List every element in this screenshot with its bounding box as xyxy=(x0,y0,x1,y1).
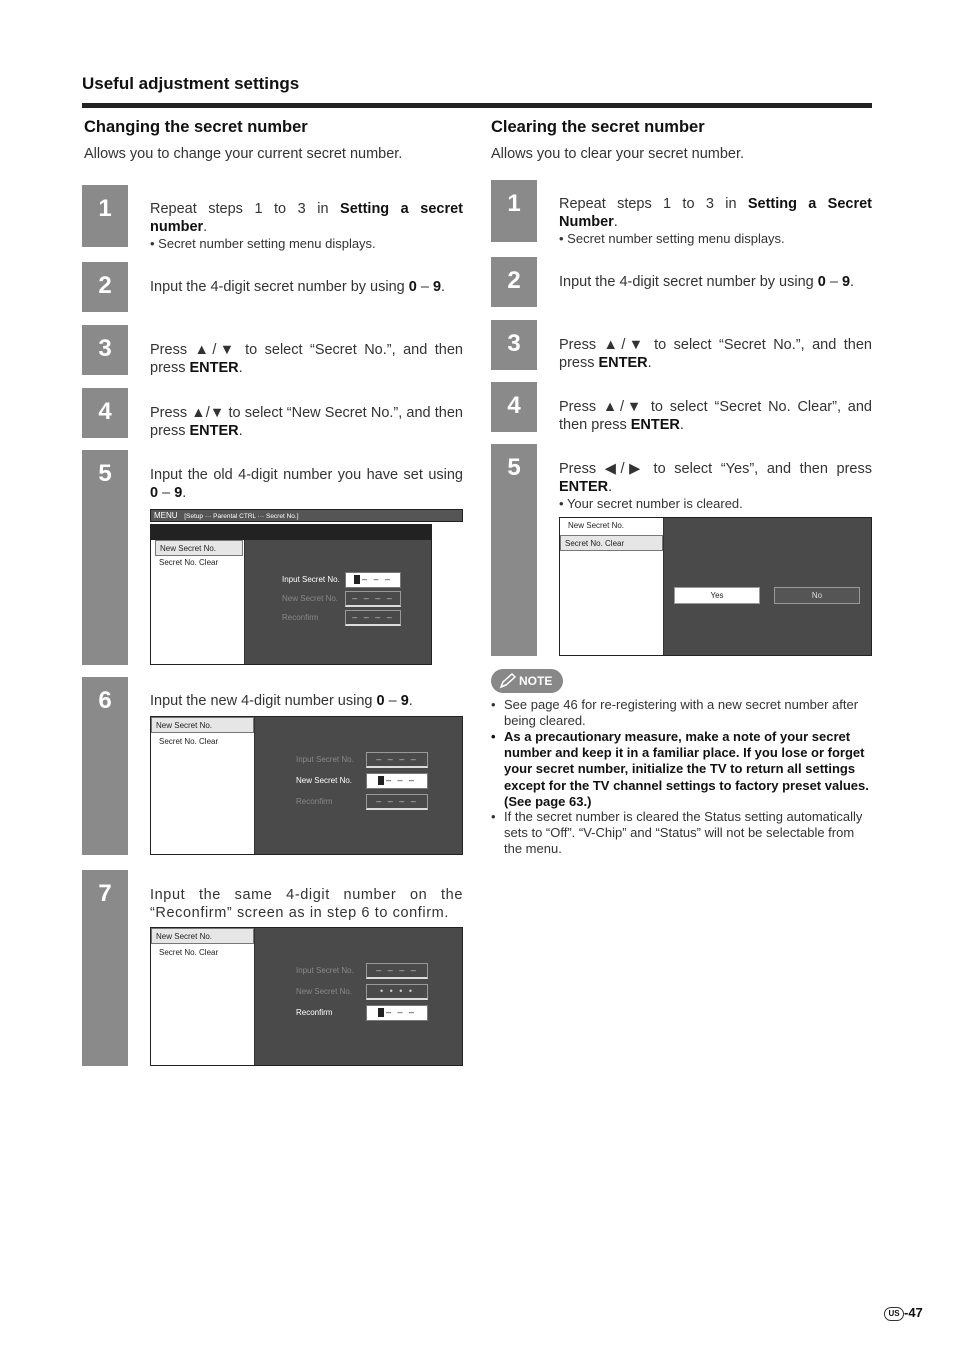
step-number: 4 xyxy=(507,392,521,419)
step-number: 5 xyxy=(507,454,521,481)
no-button[interactable]: No xyxy=(774,587,860,604)
right-column-title: Clearing the secret number xyxy=(491,118,705,136)
reconfirm-field[interactable]: – – – – xyxy=(345,610,401,626)
step-text: Press ▲/▼ to select “New Secret No.”, and then press ENTER. xyxy=(150,405,463,439)
menu-item-new-secret[interactable]: New Secret No. xyxy=(568,521,625,530)
input-secret-field[interactable]: – – – xyxy=(345,572,401,588)
step-number: 1 xyxy=(98,195,112,222)
step-number: 5 xyxy=(98,460,112,487)
menu-item-new-secret[interactable]: New Secret No. xyxy=(151,717,254,733)
right-column-subtitle: Allows you to clear your secret number. xyxy=(491,146,745,162)
step-number-block xyxy=(82,388,128,438)
step-text: Input the new 4-digit number using 0 – 9. xyxy=(150,693,413,709)
section-title: Useful adjustment settings xyxy=(82,74,300,93)
new-secret-label: New Secret No. xyxy=(282,594,339,603)
menu-sidebar xyxy=(151,928,255,1065)
new-secret-field[interactable]: – – – – xyxy=(345,591,401,607)
step-text: Press ▲/▼ to select “Secret No. Clear”, and then press ENTER. xyxy=(559,399,872,433)
step-bullet: • Secret number setting menu displays. xyxy=(559,231,785,246)
step-text: Input the 4-digit secret number by using 0 – 9. xyxy=(559,274,855,290)
note-badge xyxy=(491,669,563,693)
menu-item-secret-clear[interactable]: Secret No. Clear xyxy=(159,558,219,567)
step-number-block xyxy=(491,180,537,242)
step-number-block xyxy=(82,677,128,855)
reconfirm-label: Reconfirm xyxy=(296,1008,333,1017)
step-number: 2 xyxy=(507,267,521,294)
step-number-block xyxy=(82,325,128,375)
note-item: • See page 46 for re-registering with a new secret number after being cleared. xyxy=(491,697,859,729)
reconfirm-field[interactable]: – – – xyxy=(366,1005,428,1021)
menu-screen xyxy=(150,524,432,665)
left-column-title: Changing the secret number xyxy=(84,118,308,136)
step-text: Press ▲/▼ to select “Secret No.”, and then press ENTER. xyxy=(150,342,463,376)
menu-sidebar xyxy=(151,540,245,664)
step-number-block xyxy=(82,870,128,1066)
menu-item-secret-clear[interactable]: Secret No. Clear xyxy=(560,535,663,551)
note-item: • As a precautionary measure, make a note of your secret number and keep it in a familiar place. If you lose or forget your secret number, initialize the TV to return all settings except for the TV channel settings to factory preset values. (See page 63.) xyxy=(491,729,869,809)
step-number-block xyxy=(491,444,537,656)
input-secret-field[interactable]: – – – – xyxy=(366,752,428,768)
menu-breadcrumb-bar: MENU [Setup ··· Parental CTRL ··· Secret No.] xyxy=(150,509,463,522)
page-number: US -47 xyxy=(884,1305,923,1321)
new-secret-label: New Secret No. xyxy=(296,776,353,785)
menu-item-new-secret[interactable]: New Secret No. xyxy=(151,928,254,944)
input-secret-field[interactable]: – – – – xyxy=(366,963,428,979)
note-label: NOTE xyxy=(519,674,553,688)
cursor xyxy=(354,575,360,584)
input-secret-label: Input Secret No. xyxy=(296,755,354,764)
reconfirm-label: Reconfirm xyxy=(296,797,333,806)
cursor xyxy=(378,1008,384,1017)
step-bullet: • Your secret number is cleared. xyxy=(559,496,743,511)
step-number-block xyxy=(491,382,537,432)
reconfirm-label: Reconfirm xyxy=(282,613,319,622)
menu-item-new-secret[interactable]: New Secret No. xyxy=(155,540,243,556)
step-number-block xyxy=(82,450,128,665)
step-number: 3 xyxy=(98,335,112,362)
cursor xyxy=(378,776,384,785)
menu-sidebar xyxy=(560,518,664,655)
menu-item-secret-clear[interactable]: Secret No. Clear xyxy=(159,948,219,957)
step-text: Repeat steps 1 to 3 in Setting a secret number. xyxy=(150,201,463,235)
pencil-icon xyxy=(499,673,517,689)
step-text: Input the same 4-digit number on the “Reconfirm” screen as in step 6 to confirm. xyxy=(150,887,463,921)
step-text: Repeat steps 1 to 3 in Setting a Secret Number. xyxy=(559,196,872,230)
step-number: 2 xyxy=(98,272,112,299)
reconfirm-field[interactable]: – – – – xyxy=(366,794,428,810)
input-secret-label: Input Secret No. xyxy=(282,575,340,584)
menu-item-secret-clear[interactable]: Secret No. Clear xyxy=(159,737,219,746)
step-number: 4 xyxy=(98,398,112,425)
step-text: Press ◀/▶ to select “Yes”, and then press ENTER. xyxy=(559,461,872,495)
step-number: 3 xyxy=(507,330,521,357)
header-rule xyxy=(82,103,872,108)
new-secret-field[interactable]: – – – xyxy=(366,773,428,789)
step-number-block xyxy=(82,262,128,312)
step-text: Input the old 4-digit number you have set using 0 – 9. xyxy=(150,467,463,501)
left-column-subtitle: Allows you to change your current secret number. xyxy=(84,146,403,162)
yes-button[interactable]: Yes xyxy=(674,587,760,604)
step-number-block xyxy=(491,320,537,370)
menu-header-bar xyxy=(151,525,432,540)
step-bullet: • Secret number setting menu displays. xyxy=(150,236,376,251)
menu-sidebar xyxy=(151,717,255,854)
new-secret-label: New Secret No. xyxy=(296,987,353,996)
step-number: 7 xyxy=(98,880,112,907)
menu-screen xyxy=(150,716,463,855)
note-item: • If the secret number is cleared the Status setting automatically sets to “Off”. “V-Chip” and “Status” will not be selectable from the menu. xyxy=(491,809,863,857)
menu-screen xyxy=(150,927,463,1066)
step-text: Press ▲/▼ to select “Secret No.”, and then press ENTER. xyxy=(559,337,872,371)
step-text: Input the 4-digit secret number by using 0 – 9. xyxy=(150,279,446,295)
step-number-block xyxy=(491,257,537,307)
new-secret-field[interactable]: • • • • xyxy=(366,984,428,1000)
region-badge: US xyxy=(884,1307,904,1321)
step-number: 1 xyxy=(507,190,521,217)
step-number: 6 xyxy=(98,687,112,714)
input-secret-label: Input Secret No. xyxy=(296,966,354,975)
step-number-block xyxy=(82,185,128,247)
menu-screen xyxy=(559,517,872,656)
